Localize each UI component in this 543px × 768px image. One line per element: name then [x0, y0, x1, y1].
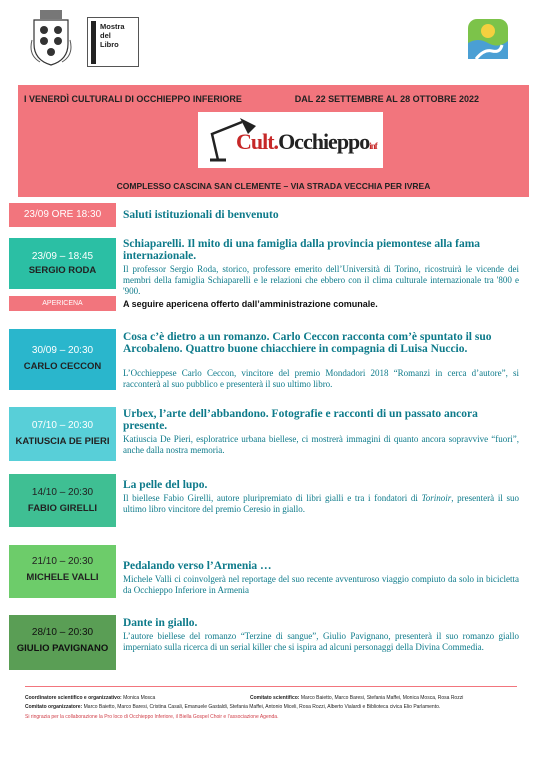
event-date: 21/10 – 20:30 — [31, 556, 94, 567]
coord-label: Coordinatore scientifico e organizzativo: — [25, 695, 122, 701]
coord-value: Monica Mosca — [123, 695, 156, 701]
sci-label: Comitato scientifico: — [250, 695, 300, 701]
header-banner — [18, 85, 529, 197]
event-description: Michele Valli ci coinvolgerà nel reportage del suo recente avventuroso viaggio compiuto da solo in bicicletta da Occhieppo Inferiore in Armenia — [123, 574, 519, 595]
event-speaker: GIULIO PAVIGNANO — [16, 643, 109, 654]
org-value: Marco Baietto, Marco Baresi, Cristina Casali, Emanuele Gastaldi, Stefania Maffei, Antonio Miceli, Rosa Rozzi, Alberto Vialardi e Biblioteca civica Elio Parlamento. — [83, 704, 441, 710]
event-box-1 — [9, 203, 116, 227]
event-speaker: MICHELE VALLI — [26, 572, 99, 583]
org-label: Comitato organizzatore: — [25, 704, 83, 710]
event-speaker: SERGIO RODA — [28, 265, 97, 276]
event-speaker: CARLO CECCON — [23, 361, 102, 372]
event-title: Dante in giallo. — [123, 617, 198, 629]
cult-occhieppo-logo — [198, 112, 383, 168]
logo-inf: inf — [369, 141, 377, 151]
footer-divider — [25, 686, 517, 687]
event-title: Schiaparelli. Il mito di una famiglia dalla provincia piemontese alla fama internazionale. — [123, 238, 481, 262]
mostra-line1: Mostra — [100, 22, 125, 31]
event-title: Urbex, l’arte dell’abbandono. Fotografie e racconti di un passato ancora presente. — [123, 408, 478, 432]
sci-value: Marco Baietto, Marco Baresi, Stefania Maffei, Monica Mosca, Rosa Rozzi — [300, 695, 464, 701]
event-description: Il professor Sergio Roda, storico, professore emerito dell’Università di Torino, ricostruirà le vicende dei membri della famiglia Schiaparelli e le relazioni che ebbero con il clima culturale internazionale tra '800 e '900. — [123, 264, 519, 296]
venue-line: COMPLESSO CASCINA SAN CLEMENTE – VIA STRADA VECCHIA PER IVREA — [116, 181, 431, 191]
event-date: 23/09 – 18:45 — [31, 251, 94, 262]
logo-occhieppo: Occhieppo — [278, 129, 370, 154]
event-title: La pelle del lupo. — [123, 479, 208, 491]
footer-scientific-committee — [250, 695, 463, 701]
event-title: Pedalando verso l’Armenia … — [123, 560, 272, 572]
desc-italic: Torinoir — [421, 493, 452, 503]
event-box-7 — [9, 615, 116, 670]
footer-organizing-committee — [25, 704, 440, 710]
event-date: 07/10 – 20:30 — [31, 420, 94, 431]
event-date: 14/10 – 20:30 — [31, 487, 94, 498]
footer-thanks: Si ringrazia per la collaborazione la Pro loco di Occhieppo Inferiore, il Biella Gospel Choir e l’associazione Agenda. — [25, 714, 279, 720]
event-date: 30/09 – 20:30 — [31, 345, 94, 356]
event-speaker: KATIUSCIA DE PIERI — [15, 436, 110, 447]
event-title: Cosa c’è dietro a un romanzo. Carlo Ceccon racconta com’è spuntato il suo Arcobaleno. Quattro buone chiacchiere in compagnia di Luisa Nuccio. — [123, 331, 492, 355]
event-box-5 — [9, 474, 116, 527]
event-description: L’Occhieppese Carlo Ceccon, vincitore del premio Mondadori 2018 “Romanzi in cerca d’autore”, si racconterà al suo pubblico e presenterà il suo ultimo libro. — [123, 368, 519, 389]
banner-date-range: DAL 22 SETTEMBRE AL 28 OTTOBRE 2022 — [294, 94, 479, 104]
mostra-line3: Libro — [100, 40, 119, 49]
event-box-2 — [9, 238, 116, 289]
banner-left-title: I VENERDÌ CULTURALI DI OCCHIEPPO INFERIORE — [24, 94, 242, 104]
event-speaker: FABIO GIRELLI — [27, 503, 98, 514]
desc-text-2: , presenterà il suo ultimo libro vincitore del premio Ceresio in giallo. — [123, 493, 519, 514]
event-date: 23/09 ORE 18:30 — [23, 209, 102, 220]
event-date: 28/10 – 20:30 — [31, 627, 94, 638]
mostra-line2: del — [100, 31, 111, 40]
landscape-app-icon — [468, 19, 508, 59]
desc-text-1: Il biellese Fabio Girelli, autore pluripremiato di libri gialli e tra i fondatori di — [123, 493, 422, 503]
event-description — [123, 493, 519, 515]
logo-bar — [91, 21, 96, 64]
event-description: L’autore biellese del romanzo “Terzine di sangue”, Giulio Pavignano, presenterà il suo romanzo giallo imperniato sulla ricerca di un serial killer che si ispira ad alcuni personaggi della Divina Commedia. — [123, 631, 519, 652]
logo-text — [236, 129, 377, 155]
event-box-6 — [9, 545, 116, 598]
event-title: A seguire apericena offerto dall’amministrazione comunale. — [123, 299, 378, 309]
event-box-3 — [9, 329, 116, 390]
municipal-crest-icon — [30, 10, 72, 66]
event-description: Katiuscia De Pieri, esploratrice urbana biellese, ci mostrerà immagini di quanto ancora sopravvive “fuori”, anche dalla nostra memoria. — [123, 434, 519, 455]
event-title: Saluti istituzionali di benvenuto — [123, 209, 279, 221]
mostra-del-libro-logo — [87, 17, 139, 67]
event-box-4 — [9, 407, 116, 461]
logo-cult: Cult. — [236, 129, 279, 154]
event-box-apericena — [9, 296, 116, 311]
event-date: APERICENA — [42, 300, 83, 307]
footer-coordinator — [25, 695, 155, 701]
